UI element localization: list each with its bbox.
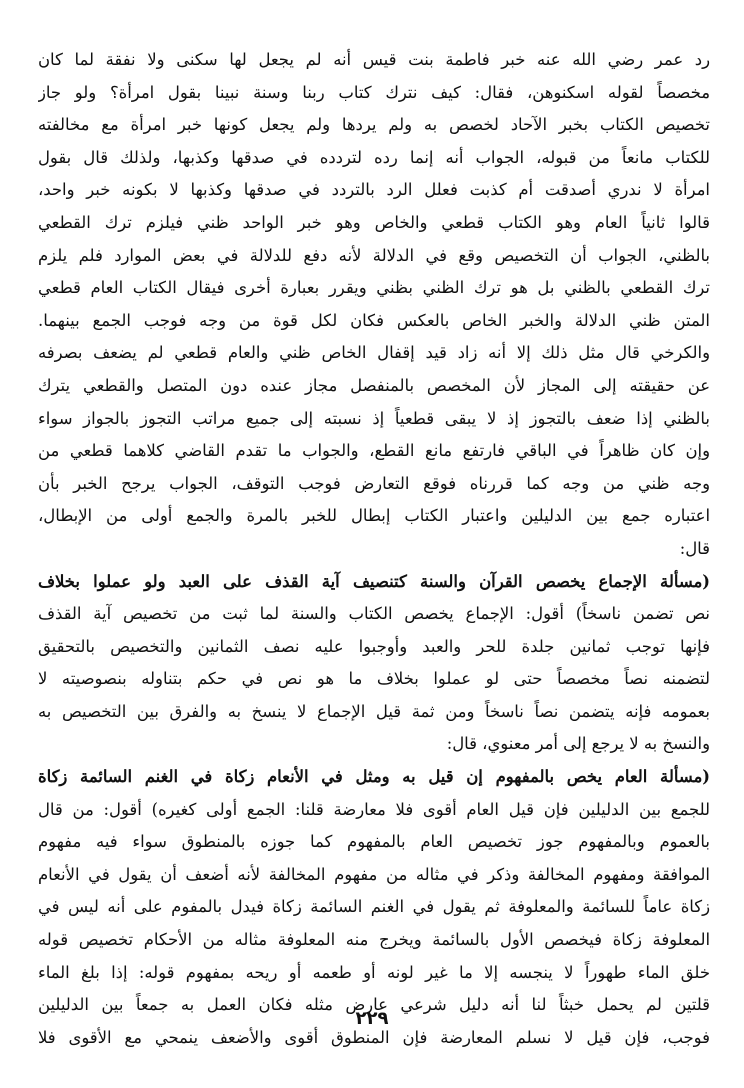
text-line: المتن ظني الدلالة والخبر الخاص بالعكس فكان لكل قوة من وجه فوجب الجمع بينهما. xyxy=(38,310,710,330)
text-line: قلتين لم يحمل خبثاً لنا أنه دليل شرعي عارض مثله فكان العمل به جمعاً بين الدليلين xyxy=(38,995,710,1015)
text-line: مخصصاً لقوله اسكنوهن، فقال: كيف نترك كتاب ربنا وسنة نبينا بقول امرأة؟ ولو جاز xyxy=(38,82,710,102)
page-number: ٢٢٩ xyxy=(355,1008,389,1029)
text-line: تخصيص الكتاب بخبر الآحاد لخصص به ولم يردها ولم يجعل كونها خبر امرأة مع مخالفته xyxy=(38,115,710,135)
text-line: فإنها توجب ثمانين جلدة للحر والعبد وأوجبوا عليه نصف الثمانين والتخصيص بالتحقيق xyxy=(38,636,710,656)
text-line: رد عمر رضي الله عنه خبر فاطمة بنت قيس أنه لم يجعل لها سكنى ولا نفقة لما كان xyxy=(38,50,710,69)
text-line: بالظني، الجواب أن التخصيص وقع في الدلالة لأنه دفع للدلالة في بعض الموارد فلم يلزم xyxy=(38,245,710,265)
text-line: للجمع بين الدليلين فإن قيل العام أقوى فلا معارضة قلنا: الجمع أولى كغيره) أقول: من قال xyxy=(38,799,710,819)
text-line: قالوا ثانياً العام وهو الكتاب قطعي والخاص وهو خبر الواحد ظني فيلزم ترك القطعي xyxy=(38,212,710,232)
text-line: المعلوفة زكاة فيخصص الأول بالسائمة ويخرج منه المعلوفة مثاله من الأحكام تخصيص قوله xyxy=(38,930,710,950)
text-line: اعتباره جمع بين الدليلين واعتبار الكتاب إبطال للخبر بالمرة والجمع أولى من الإبطال، xyxy=(38,506,710,526)
text-line: الموافقة ومفهوم المخالفة وذكر في مثاله من مفهوم المخالفة لأنه أضعف أن يقول في الأنعام xyxy=(38,864,710,884)
text-line: لتضمنه نصاً مخصصاً حتى لو عملوا بخلاف ما هو نص في حكم بتناوله بنصوصيته لا xyxy=(38,669,710,689)
page-body-text xyxy=(38,44,710,1054)
text-line: ترك القطعي بالظني بل هو ترك الظني بظني ويقرر بعبارة أخرى فيقال الكتاب العام قطعي xyxy=(38,278,710,298)
text-line: والنسخ به لا يرجع إلى أمر معنوي، قال: xyxy=(446,734,710,754)
text-line: نص تضمن ناسخاً) أقول: الإجماع يخصص الكتاب والسنة لما ثبت من تخصيص آية القذف xyxy=(38,604,710,624)
text-line: فوجب، فإن قيل لا نسلم المعارضة فإن المنطوق أقوى والأضعف ينمحي مع الأقوى فلا xyxy=(38,1027,710,1047)
text-line: عن حقيقته إلى المجاز لأن المخصص بالمنفصل مجاز عنده دون المتصل والقطعي يترك xyxy=(38,375,710,395)
text-line: خلق الماء طهوراً لا ينجسه إلا ما غير لونه أو طعمه أو ريحه بمفهوم قوله: إذا بلغ الماء xyxy=(38,962,710,982)
text-line: وجه ظني من وجه كما قررناه فوقع التعارض فوجب التوقف، الجواب يرجح الخبر بأن xyxy=(38,473,710,493)
text-line: والكرخي قال مثل ذلك إلا أنه زاد قيد إقفال الخاص ظني والعام قطعي لم يضعف بصرفه xyxy=(38,343,710,363)
text-line: للكتاب مانعاً من قبوله، الجواب أنه إنما رده لتردده في صدقها وكذبها، ولذلك قال بقول xyxy=(38,147,710,167)
text-line: بالظني إذا ضعف بالتجوز إذ لا يبقى قطعياً إذ نسبته إلى جميع مراتب التجوز بالجواز سواء xyxy=(38,408,710,428)
text-line: بالعموم وبالمفهوم جوز تخصيص العام بالمفهوم كما جوزه بالمنطوق سواء فيه مفهوم xyxy=(38,832,710,852)
text-line: امرأة لا ندري أصدقت أم كذبت فعلل الرد بالتردد في صدقها وكذبها لا بكونه خبر واحد، xyxy=(38,180,710,200)
text-line: وإن كان ظاهراً في الباقي فارتفع مانع القطع، والجواب ما تقدم القاضي كلاهما قطعي من xyxy=(38,441,710,461)
text-line: (مسألة الإجماع يخصص القرآن والسنة كتنصيف آية القذف على العبد ولو عملوا بخلاف xyxy=(38,571,710,591)
text-line: (مسألة العام يخص بالمفهوم إن قيل به ومثل في الأنعام زكاة في الغنم السائمة زكاة xyxy=(38,767,710,787)
text-line: بعمومه فإنه يتضمن نصاً ناسخاً ومن ثمة قيل الإجماع لا ينسخ به والفرق بين التخصيص به xyxy=(38,701,710,721)
text-line: زكاة عاماً للسائمة والمعلوفة ثم يقول في الغنم السائمة زكاة فيدل بالمفوم على أنه ليس في xyxy=(38,897,710,917)
text-line: قال: xyxy=(679,538,710,558)
